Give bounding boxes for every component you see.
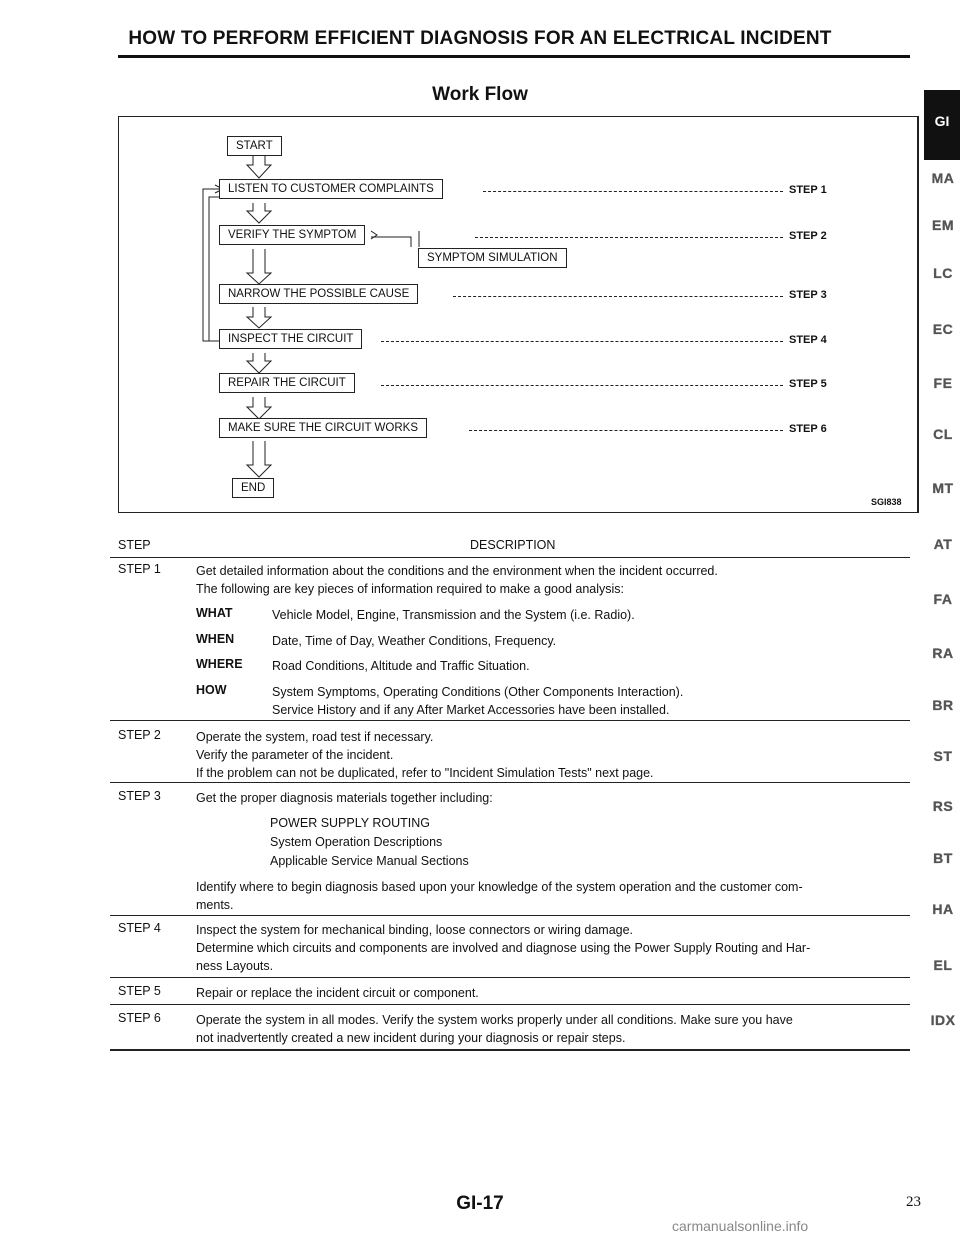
sidebar-item-fe[interactable]: FE: [933, 375, 953, 391]
step3-item: System Operation Descriptions: [270, 835, 443, 849]
step2-line: Operate the system, road test if necessary.: [196, 730, 434, 744]
keyword-where-value: Road Conditions, Altitude and Traffic Situation.: [272, 659, 530, 673]
workflow-diagram: [118, 116, 919, 513]
page-label: GI-17: [456, 1193, 504, 1214]
table-divider: [110, 1004, 910, 1005]
table-header-description: DESCRIPTION: [470, 538, 556, 552]
flow-step-label: STEP 2: [789, 230, 827, 242]
sidebar-item-fa[interactable]: FA: [933, 591, 953, 607]
step1-leader: [483, 191, 783, 192]
table-divider: [110, 977, 910, 978]
step6-line: not inadvertently created a new incident during your diagnosis or repair steps.: [196, 1031, 626, 1045]
table-divider: [110, 720, 910, 721]
sidebar-item-el[interactable]: EL: [933, 957, 953, 973]
table-step-name: STEP 1: [118, 562, 161, 576]
table-header-step: STEP: [118, 538, 151, 552]
sidebar-item-ec[interactable]: EC: [932, 321, 954, 337]
title-rule: [118, 55, 910, 58]
keyword-how-value: System Symptoms, Operating Conditions (Other Components Interaction).: [272, 685, 684, 699]
keyword-what-value: Vehicle Model, Engine, Transmission and the System (i.e. Radio).: [272, 608, 635, 622]
table-divider: [110, 915, 910, 916]
step5-line: Repair or replace the incident circuit or component.: [196, 986, 479, 1000]
sidebar-item-ra[interactable]: RA: [932, 645, 954, 661]
table-step-name: STEP 4: [118, 921, 161, 935]
table-divider: [110, 782, 910, 783]
sidebar-item-cl[interactable]: CL: [933, 426, 953, 442]
step2-leader: [475, 237, 783, 238]
flow-node-narrow: NARROW THE POSSIBLE CAUSE: [219, 284, 418, 304]
sidebar-item-rs[interactable]: RS: [932, 798, 954, 814]
sidebar-item-mt[interactable]: MT: [932, 480, 954, 496]
flow-step-label: STEP 6: [789, 423, 827, 435]
step1-line: The following are key pieces of information required to make a good analysis:: [196, 582, 625, 596]
step4-line: ness Layouts.: [196, 959, 274, 973]
step3-item: Applicable Service Manual Sections: [270, 854, 469, 868]
sidebar-item-bt[interactable]: BT: [933, 850, 953, 866]
step5-leader: [381, 385, 783, 386]
step6-line: Operate the system in all modes. Verify the system works properly under all conditions. Make sure you have: [196, 1013, 793, 1027]
flow-node-simulation: SYMPTOM SIMULATION: [418, 248, 567, 268]
sidebar-item-at[interactable]: AT: [933, 536, 953, 552]
step3-line: Get the proper diagnosis materials together including:: [196, 791, 493, 805]
step4-line: Determine which circuits and components are involved and diagnose using the Power Supply Routing and Har-: [196, 941, 811, 955]
sidebar-item-br[interactable]: BR: [932, 697, 954, 713]
step2-line: Verify the parameter of the incident.: [196, 748, 394, 762]
flow-step-label: STEP 4: [789, 334, 827, 346]
step3-line: Identify where to begin diagnosis based upon your knowledge of the system operation and the customer com-: [196, 880, 803, 894]
table-step-name: STEP 5: [118, 984, 161, 998]
flow-end: END: [232, 478, 274, 498]
step3-leader: [453, 296, 783, 297]
keyword-where: WHERE: [196, 657, 243, 671]
step6-leader: [469, 430, 783, 431]
sidebar-item-em[interactable]: EM: [932, 217, 954, 233]
flow-node-inspect: INSPECT THE CIRCUIT: [219, 329, 362, 349]
keyword-when: WHEN: [196, 632, 235, 646]
flow-node-verify: VERIFY THE SYMPTOM: [219, 225, 365, 245]
keyword-when-value: Date, Time of Day, Weather Conditions, Frequency.: [272, 634, 557, 648]
keyword-what: WHAT: [196, 606, 233, 620]
table-divider: [110, 557, 910, 558]
step4-leader: [381, 341, 783, 342]
page-number: 23: [906, 1194, 921, 1210]
keyword-how-value: Service History and if any After Market Accessories have been installed.: [272, 703, 670, 717]
sidebar-item-idx[interactable]: IDX: [930, 1012, 956, 1028]
figure-id: SGI838: [871, 497, 902, 507]
sidebar-item-ha[interactable]: HA: [932, 901, 954, 917]
sidebar-tab-label: GI: [934, 113, 950, 129]
sidebar-item-lc[interactable]: LC: [933, 265, 953, 281]
step3-line: ments.: [196, 898, 234, 912]
table-step-name: STEP 6: [118, 1011, 161, 1025]
table-step-name: STEP 3: [118, 789, 161, 803]
keyword-how: HOW: [196, 683, 227, 697]
flow-node-listen: LISTEN TO CUSTOMER COMPLAINTS: [219, 179, 443, 199]
flow-node-repair: REPAIR THE CIRCUIT: [219, 373, 355, 393]
table-bottom-rule: [110, 1049, 910, 1051]
flow-step-label: STEP 3: [789, 289, 827, 301]
flow-step-label: STEP 5: [789, 378, 827, 390]
step3-item: POWER SUPPLY ROUTING: [270, 816, 430, 830]
table-step-name: STEP 2: [118, 728, 161, 742]
step4-line: Inspect the system for mechanical binding, loose connectors or wiring damage.: [196, 923, 634, 937]
flow-step-label: STEP 1: [789, 184, 827, 196]
sidebar-tab-active[interactable]: [924, 90, 960, 160]
flow-start: START: [227, 136, 282, 156]
page-title: HOW TO PERFORM EFFICIENT DIAGNOSIS FOR AN ELECTRICAL INCIDENT: [128, 28, 832, 49]
flowchart-connectors: [119, 117, 917, 512]
sidebar-item-ma[interactable]: MA: [931, 170, 955, 186]
flow-node-make-sure: MAKE SURE THE CIRCUIT WORKS: [219, 418, 427, 438]
step1-line: Get detailed information about the conditions and the environment when the incident occurred.: [196, 564, 718, 578]
step2-line: If the problem can not be duplicated, refer to "Incident Simulation Tests" next page.: [196, 766, 654, 780]
section-subtitle: Work Flow: [432, 84, 528, 105]
watermark: carmanualsonline.info: [672, 1218, 809, 1234]
sidebar-item-st[interactable]: ST: [933, 748, 953, 764]
